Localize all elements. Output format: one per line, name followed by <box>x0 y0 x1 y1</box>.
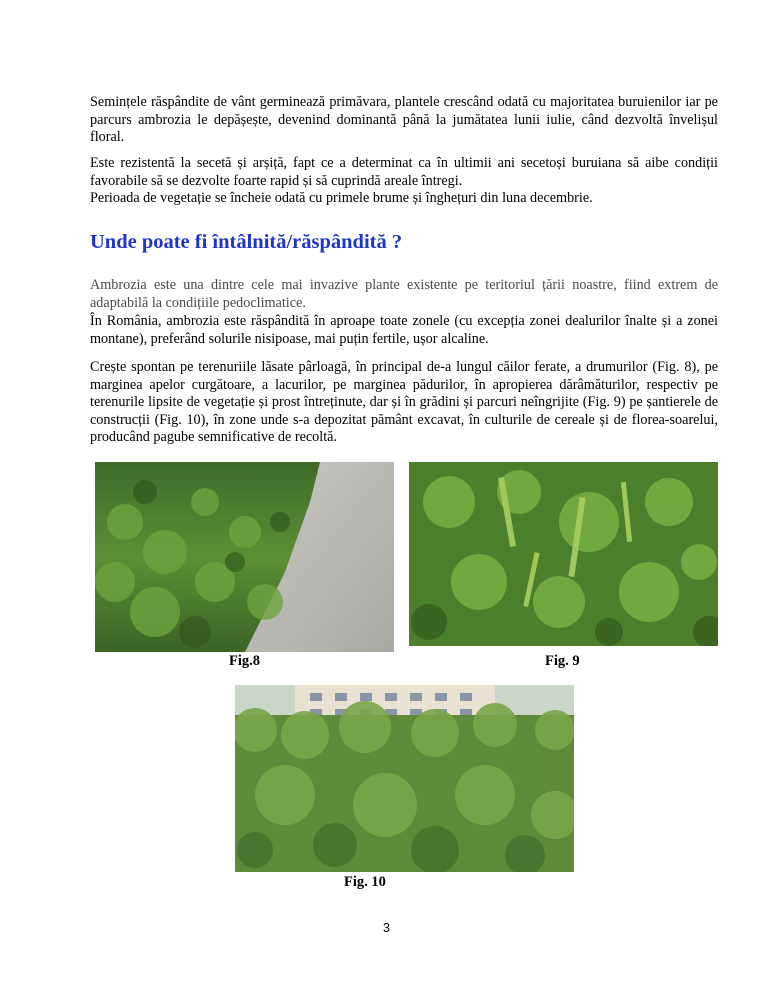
figure-9-caption: Fig. 9 <box>545 653 580 669</box>
paragraph-romania-distribution: În România, ambrozia este răspândită în aproape toate zonele (cu excepția zonei dealurilor înalte și a zonei montane), preferând solurile nisipoase, mai puțin fertile, ușor alcaline. <box>90 313 718 347</box>
paragraph-habitats: Crește spontan pe terenuriile lăsate pârloagă, în principal de-a lungul căilor ferate, a drumurilor (Fig. 8), pe marginea apelor curgătoare, a lacurilor, pe marginea pădurilor, în apropierea dărâmăturilor, respectiv pe terenurile lipsite de vegetație și prost întreținute, dar și în grădini și parcuri neîngrijite (Fig. 9) pe șantierele de construcții (Fig. 10), în zone unde s-a depozitat pământ excavat, în culturile de cereale și de florea-soarelui, producând pagube semnificative de recoltă. <box>90 359 718 445</box>
figure-9-photo <box>409 462 718 646</box>
paragraph-vegetation-period: Perioada de vegetație se încheie odată cu primele brume și înghețuri din luna decembrie. <box>90 190 593 206</box>
construction-site-ragweed-image <box>235 685 574 872</box>
page-number: 3 <box>383 921 390 935</box>
roadside-ragweed-image <box>95 462 394 652</box>
paragraph-resistance-text: Este rezistentă la secetă și arșiță, fapt ce a determinat ca în ultimii ani secetoși buruiana să aibe condiții favorabile să se dezvolte foarte rapid și să cuprindă areale întregi. <box>90 155 718 189</box>
ragweed-closeup-image <box>409 462 718 646</box>
figure-10-caption: Fig. 10 <box>344 874 386 890</box>
figure-8-photo <box>95 462 394 652</box>
paragraph-invasive: Ambrozia este una dintre cele mai invazive plante existente pe teritoriul țării noastre, fiind extrem de adaptabilă la condițiile pedoclimatice. <box>90 277 718 311</box>
figure-8-caption: Fig.8 <box>229 653 261 669</box>
section-heading: Unde poate fi întâlnită/răspândită ? <box>90 231 403 253</box>
figure-10-photo <box>235 685 574 872</box>
paragraph-germination: Semințele răspândite de vânt germinează primăvara, plantele crescând odată cu majoritatea buruienilor iar pe parcurs ambrozia le depășește, devenind dominantă până la jumătatea lunii iulie, când dezvoltă învelișul floral. <box>90 94 718 145</box>
paragraph-resistance <box>90 155 718 208</box>
